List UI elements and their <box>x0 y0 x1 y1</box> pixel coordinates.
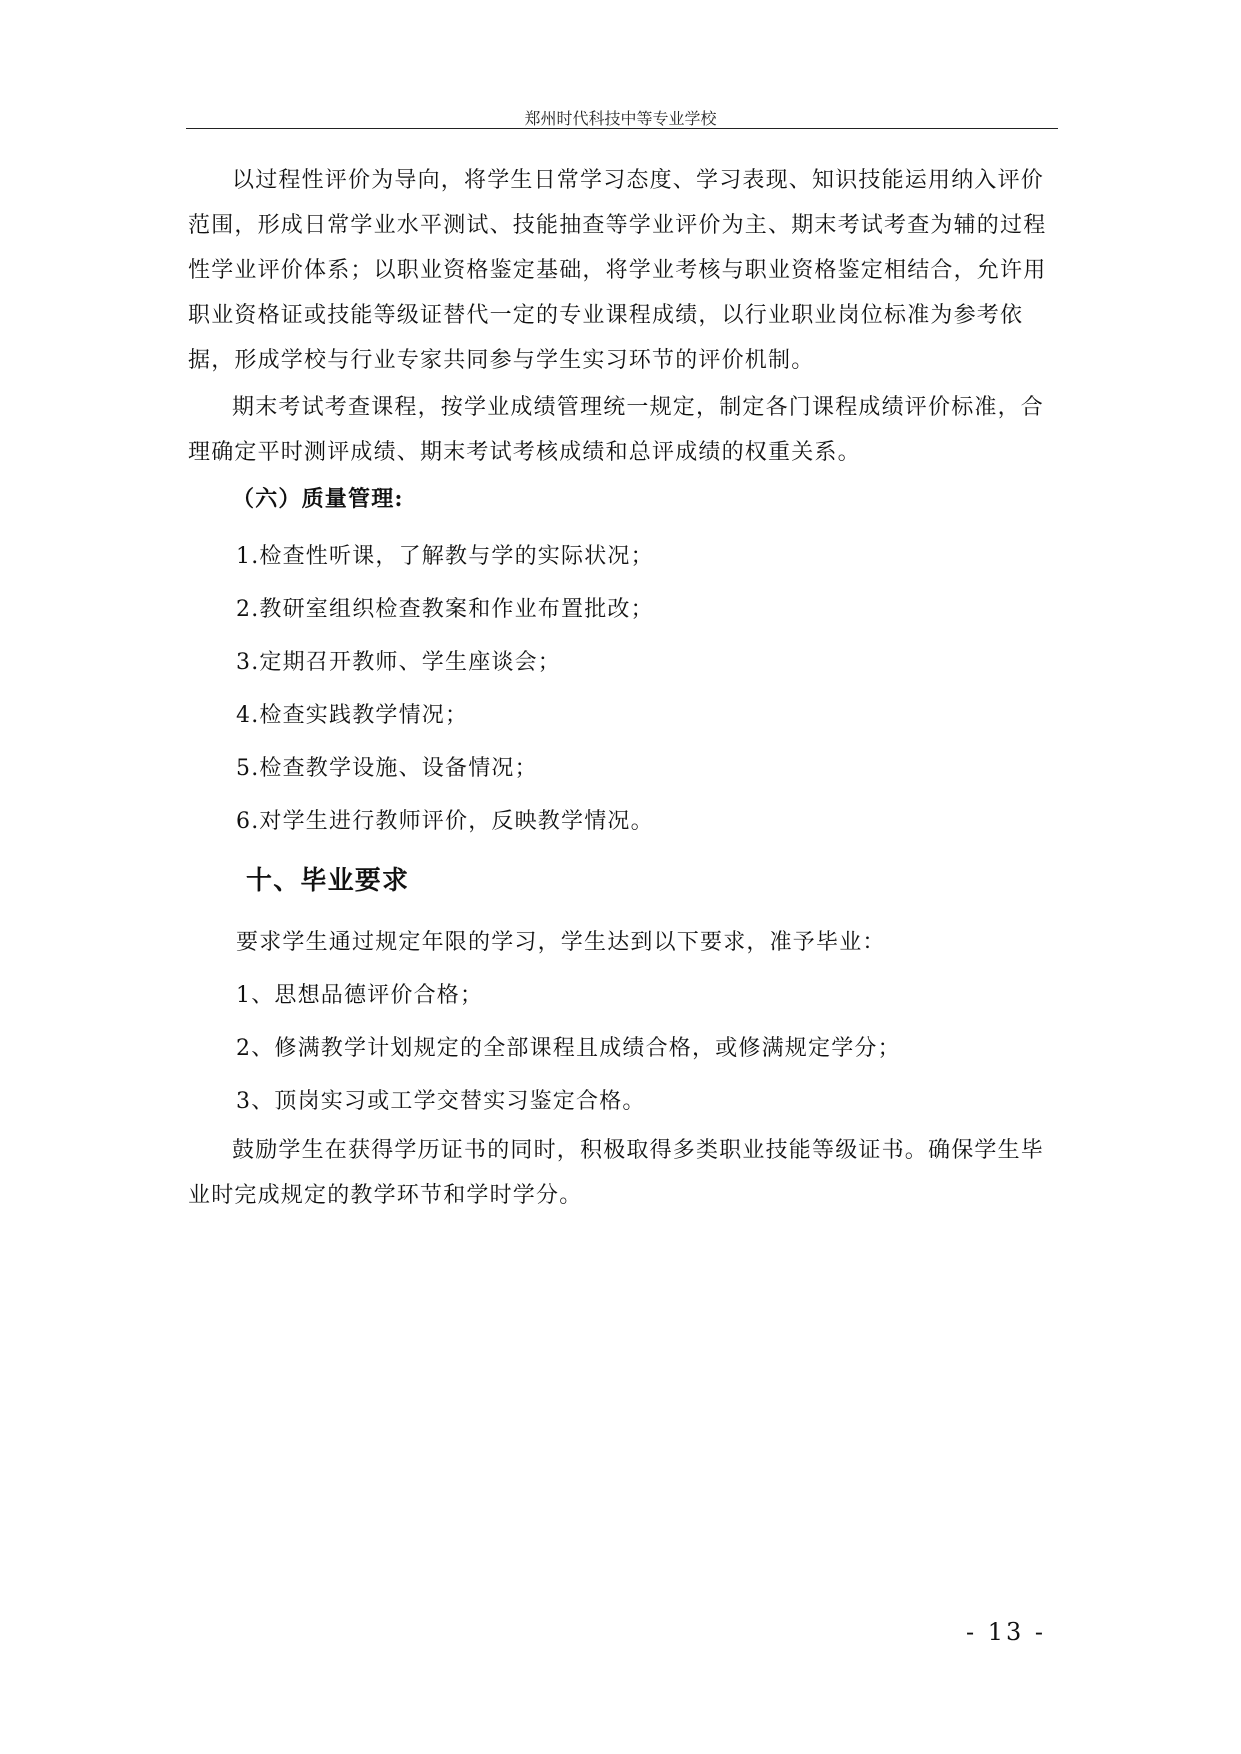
quality-list-item: 3.定期召开教师、学生座谈会； <box>236 650 561 675</box>
quality-list-item: 5.检查教学设施、设备情况； <box>236 756 538 781</box>
quality-list-item: 2.教研室组织检查教案和作业布置批改； <box>236 597 654 622</box>
graduation-closing-paragraph: 鼓励学生在获得学历证书的同时，积极取得多类职业技能等级证书。确保学生毕业时完成规定的教学环节和学时学分。 <box>188 1138 1045 1208</box>
quality-list-item: 6.对学生进行教师评价，反映教学情况。 <box>236 809 654 834</box>
page-header-title: 郑州时代科技中等专业学校 <box>524 109 717 128</box>
quality-management-heading: （六）质量管理: <box>232 486 404 512</box>
header-divider <box>186 128 1058 129</box>
graduation-intro: 要求学生通过规定年限的学习，学生达到以下要求，准予毕业： <box>236 930 886 955</box>
graduation-list-item: 2、修满教学计划规定的全部课程且成绩合格，或修满规定学分； <box>236 1036 901 1061</box>
graduation-list-item: 3、顶岗实习或工学交替实习鉴定合格。 <box>236 1089 646 1114</box>
final-exam-paragraph: 期末考试考查课程，按学业成绩管理统一规定，制定各门课程成绩评价标准，合理确定平时测评成绩、期末考试考核成绩和总评成绩的权重关系。 <box>188 395 1045 465</box>
graduation-requirements-heading: 十、毕业要求 <box>246 866 410 896</box>
graduation-list-item: 1、思想品德评价合格； <box>236 983 484 1008</box>
quality-list-item: 1.检查性听课，了解教与学的实际状况； <box>236 544 654 569</box>
document-body <box>188 158 1052 1220</box>
evaluation-paragraph: 以过程性评价为导向，将学生日常学习态度、学习表现、知识技能运用纳入评价范围，形成日常学业水平测试、技能抽查等学业评价为主、期末考试考查为辅的过程性学业评价体系；以职业资格鉴定基础，将学业考核与职业资格鉴定相结合，允许用职业资格证或技能等级证替代一定的专业课程成绩，以行业职业岗位标准为参考依据，形成学校与行业专家共同参与学生实习环节的评价机制。 <box>188 168 1047 373</box>
page-number: - 13 - <box>966 1618 1047 1646</box>
quality-list-item: 4.检查实践教学情况； <box>236 703 469 728</box>
